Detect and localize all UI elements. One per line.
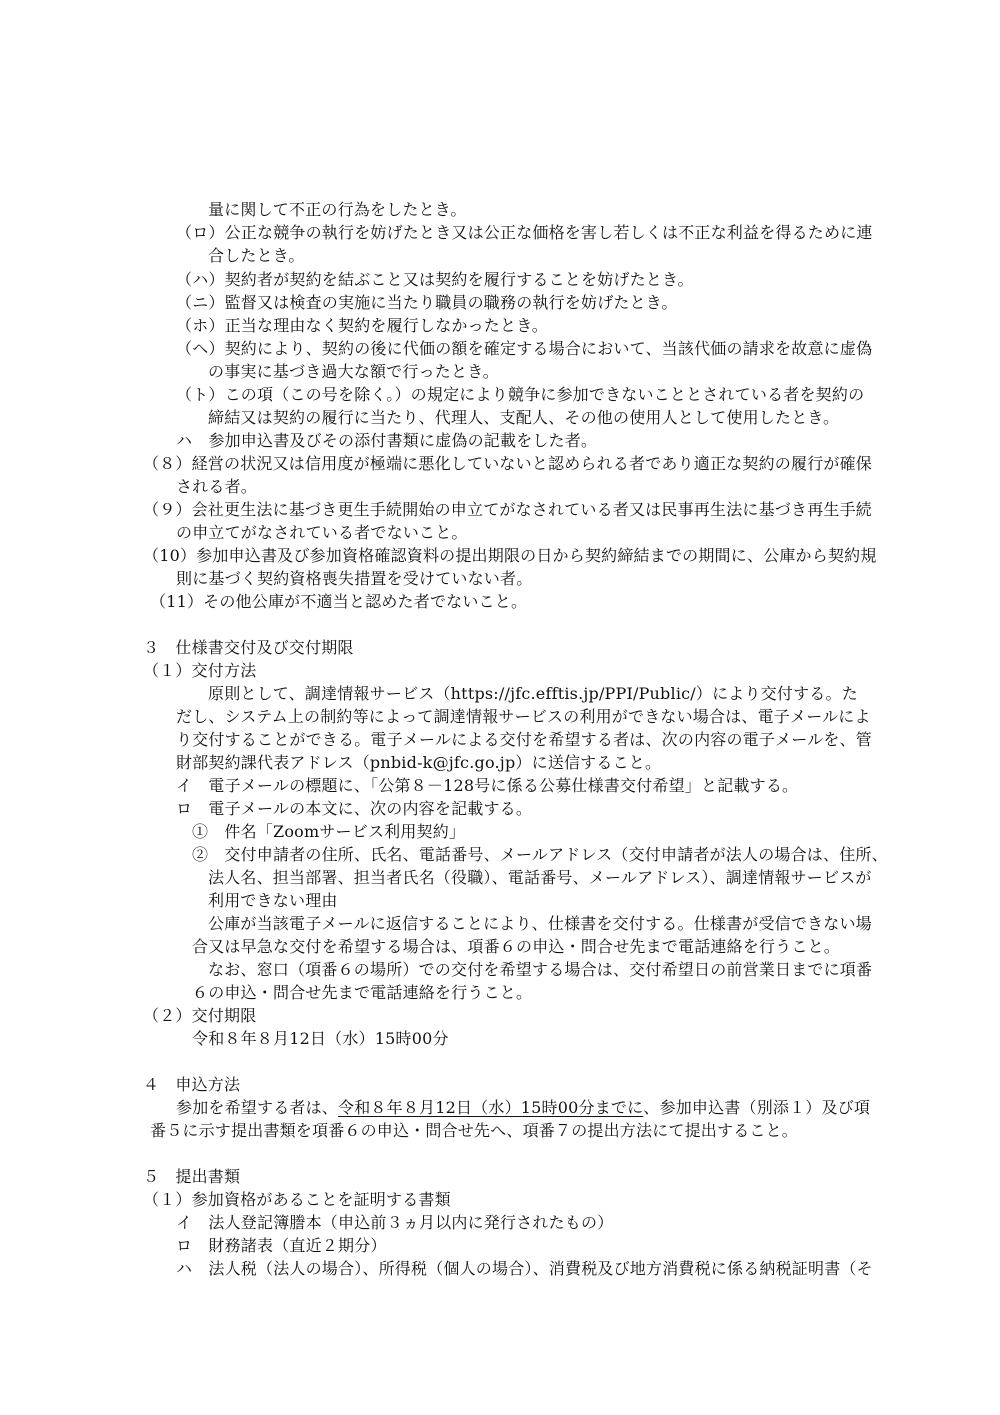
text-line: 合又は早急な交付を希望する場合は、項番６の申込・問合せ先まで電話連絡を行うこと。	[192, 937, 841, 956]
text-line: 締結又は契約の履行に当たり、代理人、支配人、その他の使用人として使用したとき。	[208, 408, 840, 427]
text-line: 公庫が当該電子メールに返信することにより、仕様書を交付する。仕様書が受信できない場	[208, 914, 872, 933]
text-line: （10）参加申込書及び参加資格確認資料の提出期限の日から契約締結までの期間に、公庫から契約規	[143, 546, 877, 565]
text-line: なお、窓口（項番６の場所）での交付を希望する場合は、交付希望日の前営業日までに項番	[208, 960, 873, 979]
section-heading: ４ 申込方法	[143, 1075, 241, 1094]
text-line: 法人名、担当部署、担当者氏名（役職）、電話番号、メールアドレス）、調達情報サービスが	[208, 868, 872, 887]
text-line: ② 交付申請者の住所、氏名、電話番号、メールアドレス（交付申請者が法人の場合は、住所、	[192, 845, 888, 864]
text-line: の申立てがなされている者でないこと。	[176, 523, 468, 542]
text-line: イ 法人登記簿謄本（申込前３ヵ月以内に発行されたもの）	[176, 1213, 614, 1232]
text-line: （８）経営の状況又は信用度が極端に悪化していないと認められる者であり適正な契約の履行が確保	[143, 454, 873, 473]
text-line: ① 件名「Zoomサービス利用契約」	[192, 822, 466, 841]
text-line: 利用できない理由	[208, 891, 338, 910]
text-line: （９）会社更生法に基づき更生手続開始の申立てがなされている者又は民事再生法に基づき再生手続	[143, 500, 873, 519]
text-line: （ト）この項（この号を除く。）の規定により競争に参加できないこととされている者を契約の	[176, 385, 865, 404]
text-line: ハ 法人税（法人の場合）、所得税（個人の場合）、消費税及び地方消費税に係る納税証明書（そ	[176, 1259, 873, 1278]
text-line: される者。	[176, 477, 258, 496]
text-segment: 参加を希望する者は、	[176, 1098, 339, 1117]
text-line: だし、システム上の制約等によって調達情報サービスの利用ができない場合は、電子メールによ	[176, 707, 871, 726]
subsection-heading: （１）交付方法	[143, 661, 257, 680]
text-line: （ロ）公正な競争の執行を妨げたとき又は公正な価格を害し若しくは不正な利益を得るために連	[176, 223, 873, 242]
text-line: ６の申込・問合せ先まで電話連絡を行うこと。	[192, 983, 533, 1002]
text-line: （11）その他公庫が不適当と認めた者でないこと。	[150, 592, 528, 611]
subsection-heading: （２）交付期限	[143, 1006, 257, 1025]
text-line: ロ 電子メールの本文に、次の内容を記載する。	[176, 799, 533, 818]
text-line: イ 電子メールの標題に、「公第８－128号に係る公募仕様書交付希望」と記載する。	[176, 776, 799, 795]
text-line: （ハ）契約者が契約を結ぶこと又は契約を履行することを妨げたとき。	[176, 270, 694, 289]
text-line: の事実に基づき過大な額で行ったとき。	[208, 362, 499, 381]
text-line: 財部契約課代表アドレス（pnbid-k@jfc.go.jp）に送信すること。	[176, 753, 662, 772]
subsection-heading: （１）参加資格があることを証明する書類	[143, 1190, 451, 1209]
text-line: 番５に示す提出書類を項番６の申込・問合せ先へ、項番７の提出方法にて提出すること。	[150, 1121, 799, 1140]
text-line: （ホ）正当な理由なく契約を履行しなかったとき。	[176, 316, 548, 335]
text-segment: 、参加申込書（別添１）及び項	[643, 1098, 871, 1117]
text-line: 合したとき。	[208, 246, 305, 265]
text-line: 令和８年８月12日（水）15時00分	[192, 1029, 449, 1048]
text-line: （ヘ）契約により、契約の後に代価の額を確定する場合において、当該代価の請求を故意に虚偽	[176, 339, 873, 358]
text-line: 則に基づく契約資格喪失措置を受けていない者。	[176, 569, 533, 588]
underlined-deadline: 令和８年８月12日（水）15時00分までに	[338, 1098, 644, 1117]
text-line	[176, 1097, 870, 1119]
text-line: ハ 参加申込書及びその添付書類に虚偽の記載をした者。	[176, 431, 598, 450]
section-heading: ５ 提出書類	[143, 1167, 241, 1186]
text-line: 量に関して不正の行為をしたとき。	[208, 200, 467, 219]
text-line: （ニ）監督又は検査の実施に当たり職員の職務の執行を妨げたとき。	[176, 293, 678, 312]
text-line: り交付することができる。電子メールによる交付を希望する者は、次の内容の電子メールを、管	[176, 730, 872, 749]
text-line: 原則として、調達情報サービス（https://jfc.efftis.jp/PPI/Public/）により交付する。た	[208, 684, 858, 703]
section-heading: ３ 仕様書交付及び交付期限	[143, 638, 354, 657]
text-line: ロ 財務諸表（直近２期分）	[176, 1236, 387, 1255]
